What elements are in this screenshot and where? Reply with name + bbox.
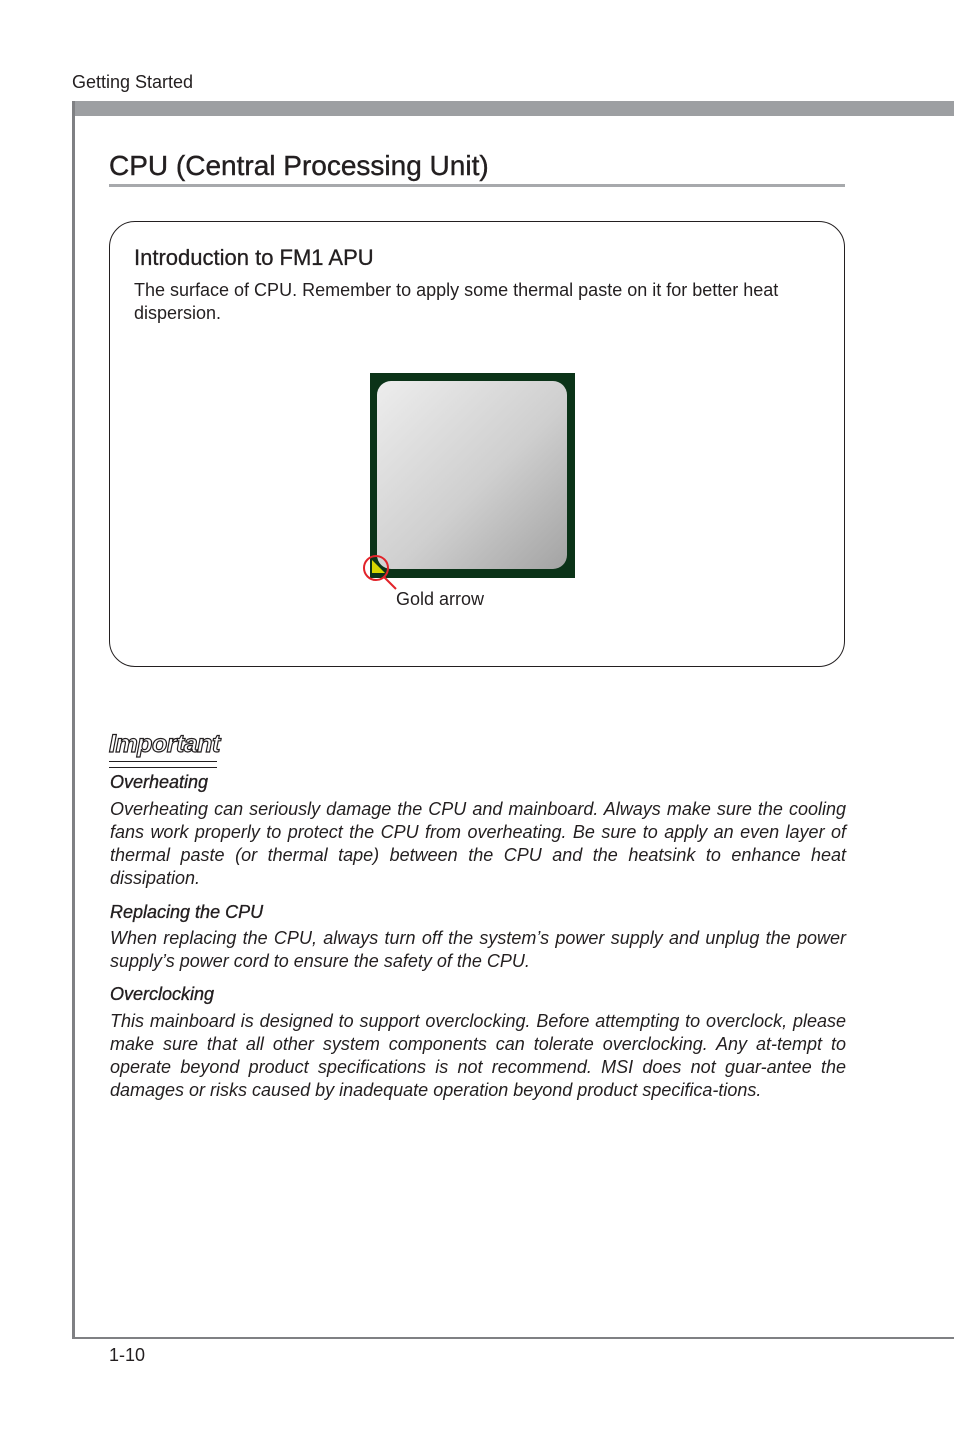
important-underline — [109, 761, 217, 768]
note-heading-replacing-cpu: Replacing the CPU — [110, 902, 264, 922]
note-heading-overclocking: Overclocking — [110, 984, 215, 1004]
note-body-replacing-cpu: When replacing the CPU, always turn off the system’s power supply and unplug the power supply’s power cord to ensure the safety of the CPU. — [110, 928, 846, 971]
header-bar — [73, 101, 954, 116]
important-heading: Important — [109, 730, 220, 758]
intro-text: The surface of CPU. Remember to apply some thermal paste on it for better heat dispersion. — [134, 280, 779, 323]
title-underline — [109, 184, 845, 187]
left-margin-rule — [72, 101, 75, 1339]
page-title: CPU (Central Processing Unit) — [109, 150, 489, 181]
footer-rule — [72, 1337, 954, 1339]
page-number: 1-10 — [109, 1345, 146, 1365]
gold-arrow-label: Gold arrow — [396, 589, 485, 609]
cpu-illustration — [360, 370, 590, 590]
cpu-heat-spreader — [377, 381, 567, 569]
note-heading-overheating: Overheating — [110, 772, 209, 792]
section-label: Getting Started — [72, 72, 194, 92]
note-body-overheating: Overheating can seriously damage the CPU and mainboard. Always make sure the cooling fans work properly to protect the CPU from overheating. Be sure to apply an even layer of thermal paste (or thermal tape) between the CPU and the heatsink to enhance heat dissipation. — [110, 799, 846, 888]
note-body-overclocking: This mainboard is designed to support overclocking. Before attempting to overclock, please make sure that all other system components can tolerate overclocking. Any at-tempt to operate beyond product specifications is not recommend. MSI does not guar-antee the damages or risks caused by inadequate operation beyond product specifica-tions. — [110, 1011, 846, 1100]
callout-leader-line — [384, 577, 396, 589]
intro-heading: Introduction to FM1 APU — [134, 245, 374, 270]
